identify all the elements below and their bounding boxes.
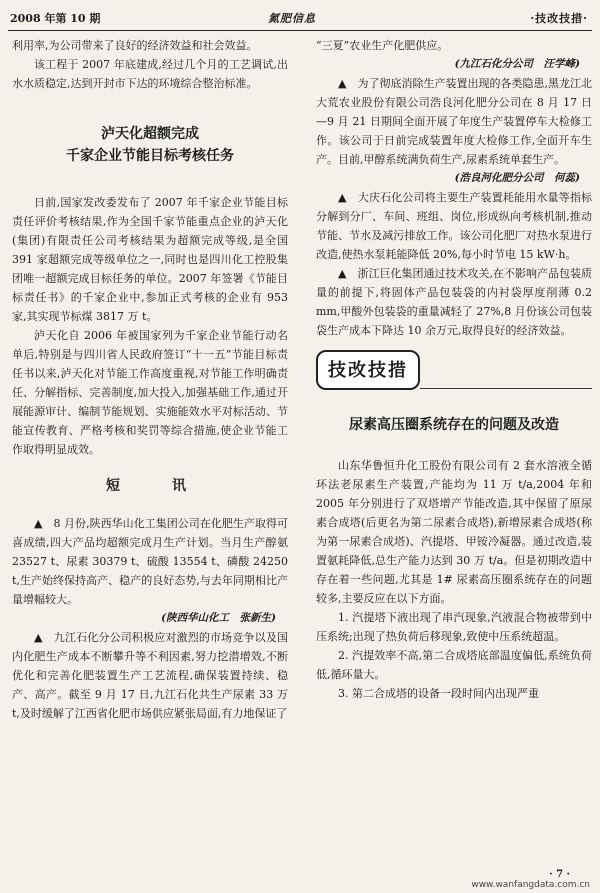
byline: (浩良河化肥分公司 何蕊) bbox=[454, 172, 580, 184]
journal-name: 氮肥信息 bbox=[268, 12, 316, 25]
section-divider bbox=[420, 388, 592, 389]
paragraph: “三夏”农业生产化肥供应。 bbox=[316, 39, 449, 52]
byline: (陕西华山化工 张新生) bbox=[161, 612, 276, 624]
section-label-box: 技改技措 bbox=[316, 350, 420, 390]
paragraph: 日前,国家发改委发布了 2007 年千家企业节能目标责任评价考核结果,作为全国千家节能重点企业的泸天化(集团)有限责任公司考核结果为超额完成等级,是全国 391 家超额完成等级单位之一,同时也是四川化工控股集团唯一超额完成目标任务的单位。2007 年签署《节能目标责任书》的千家企业中,参加正式考核的企业有 953 家,其实现节标煤 3817 万 t。 bbox=[12, 196, 288, 323]
page-header bbox=[8, 6, 592, 31]
issue-label: 2008 年第 10 期 bbox=[10, 12, 101, 25]
news-heading: 短 讯 bbox=[106, 478, 194, 494]
left-column bbox=[12, 36, 288, 723]
paragraph: 2. 汽提效率不高,第二合成塔底部温度偏低,系统负荷低,循环量大。 bbox=[316, 649, 592, 681]
paragraph: 3. 第二合成塔的设备一段时间内出现严重 bbox=[338, 687, 539, 700]
paragraph: ▲ 大庆石化公司将主要生产装置耗能用水量等指标分解到分厂、车间、班组、岗位,形成纵向考核机制,推动节能、节水及减污排放工作。该公司化肥厂对热水泵进行改造,使热水泵耗能降低 20%,每小时节电 15 kW·h。 bbox=[316, 191, 592, 261]
paragraph: 山东华鲁恒升化工股份有限公司有 2 套水溶液全循环法老尿素生产装置,产能均为 11 万 t/a,2004 年和 2005 年分别进行了双塔增产节能改造,其中保留了原尿素合成塔(后更名为第二尿素合成塔),新增尿素合成塔(称为第一尿素合成塔)、汽提塔、甲铵冷凝器。通过改造,装置氨耗降低,总生产能力达到 30 万 t/a。但是初期改造中存在着一些问题,尤其是 1# 尿素高压圈系统存在的问题较多,主要反应在以下方面。 bbox=[316, 459, 592, 605]
paragraph: ▲ 九江石化分公司积极应对激烈的市场竞争以及国内化肥生产成本不断攀升等不利因素,努力挖潜增效,不断优化和完善化肥装置生产工艺流程,确保装置持续、稳产、高产。截至 9 月 17 日,九江石化共生产尿素 33 万 t,及时缓解了江西省化肥市场供应紧张局面,有力地保证了 bbox=[12, 631, 288, 720]
paragraph: ▲ 浙江巨化集团通过技术攻关,在不影响产品包装质量的前提下,将固体产品包装袋的内衬袋厚度削薄 0.2 mm,甲酸外包装袋的重量减轻了 27%,8 月份该公司包装袋生产成本下降达 10 余万元,取得良好的经济效益。 bbox=[316, 267, 592, 337]
paragraph: 1. 汽提塔下液出现了串汽现象,汽液混合物被带到中压系统;出现了热负荷后移现象,致使中压系统超温。 bbox=[316, 611, 592, 643]
section-tag: ·技改技措· bbox=[530, 12, 588, 25]
article-title: 尿素高压圈系统存在的问题及改造 bbox=[349, 417, 559, 433]
paragraph: ▲ 8 月份,陕西华山化工集团公司在化肥生产取得可喜成绩,四大产品均超额完成月生产计划。当月生产醇氨 23527 t、尿素 30379 t、硫酸 13554 t、磷酸 24250 t,生产始终保持高产、稳产的良好态势,与去年同期相比产量增幅较大。 bbox=[12, 517, 288, 606]
paragraph: 利用率,为公司带来了良好的经济效益和社会效益。 bbox=[12, 39, 258, 52]
right-column bbox=[316, 36, 592, 703]
page-number: · 7 · bbox=[549, 869, 570, 880]
watermark: www.wanfangdata.com.cn bbox=[471, 880, 590, 890]
article-title: 泸天化超额完成 千家企业节能目标考核任务 bbox=[66, 126, 234, 164]
byline: (九江石化分公司 汪学峰) bbox=[454, 58, 580, 70]
paragraph: 该工程于 2007 年底建成,经过几个月的工艺调试,出水水质稳定,达到开封市下达的环境综合整治标准。 bbox=[12, 58, 288, 90]
paragraph: ▲ 为了彻底消除生产装置出现的各类隐患,黑龙江北大荒农业股份有限公司浩良河化肥分公司在 8 月 17 日—9 月 21 日期间全面开展了年度生产装置停车大检修工作。该公司于日前完成装置年度大检修工作,全面开车生产。目前,甲醇系统满负荷生产,尿素系统单套生产。 bbox=[316, 77, 592, 166]
paragraph: 泸天化自 2006 年被国家列为千家企业节能行动名单后,特别是与四川省人民政府签订“十一五”节能目标责任书以来,泸天化对节能工作高度重视,对节能工作明确责任、分解指标、完善制度,加大投入,加强基础工作,通过开展能源审计、编制节能规划、实施能效水平对标活动、节能宣传教育、严格考核和奖罚等综合措施,使企业节能工作取得明显成效。 bbox=[12, 329, 288, 456]
